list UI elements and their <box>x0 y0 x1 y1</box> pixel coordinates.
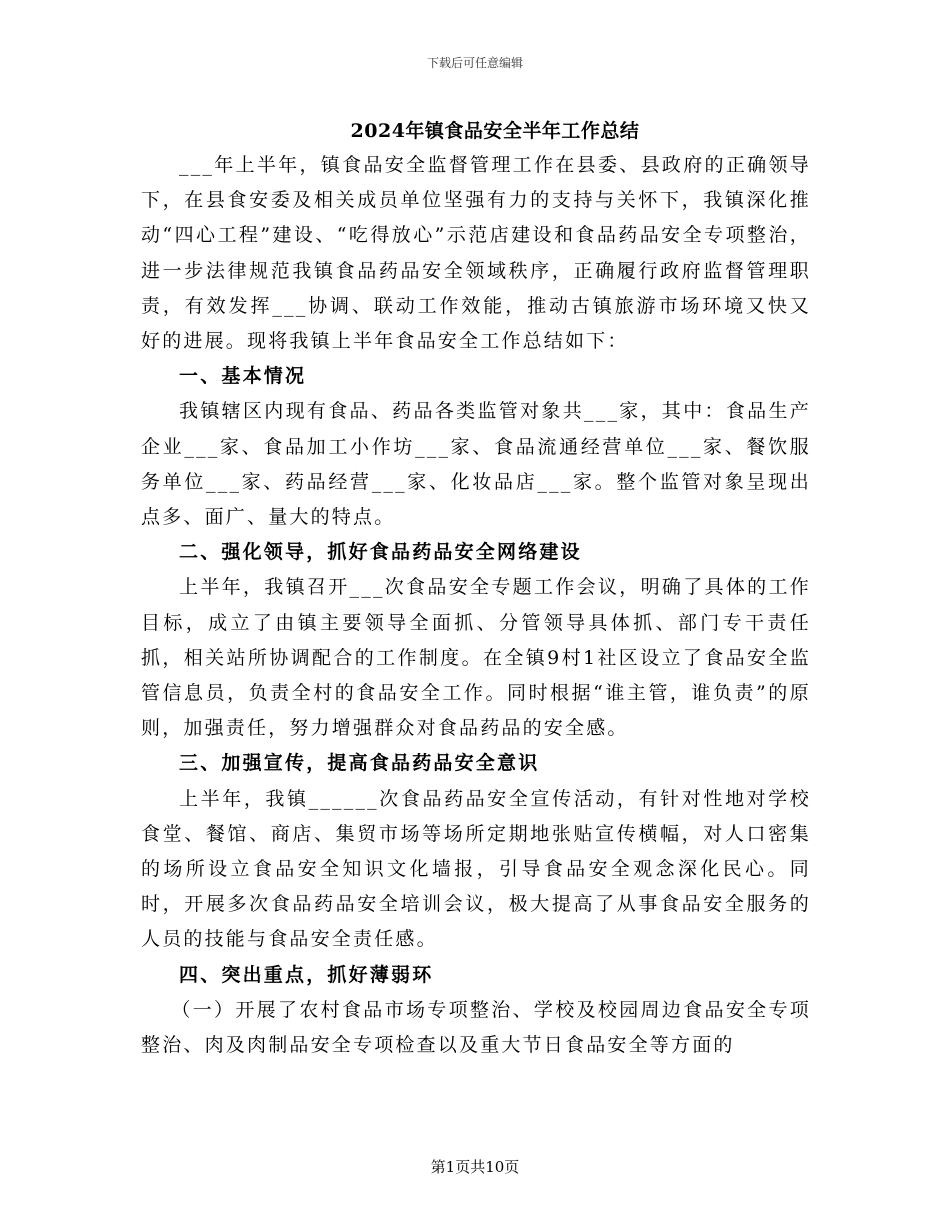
intro-paragraph: ___年上半年，镇食品安全监督管理工作在县委、县政府的正确领导下，在县食安委及相关成员单位坚强有力的支持与关怀下，我镇深化推动“四心工程”建设、“吃得放心”示范店建设和食品药品安全专项整治，进一步法律规范我镇食品药品安全领域秩序，正确履行政府监督管理职责，有效发挥___协调、联动工作效能，推动古镇旅游市场环境又快又好的进展。现将我镇上半年食品安全工作总结如下： <box>141 154 811 353</box>
section-heading-publicity: 三、加强宣传，提高食品药品安全意识 <box>179 752 540 775</box>
section-heading-basic-info: 一、基本情况 <box>179 365 307 388</box>
page-number: 第1页共10页 <box>430 1158 520 1176</box>
section-paragraph: 上半年，我镇召开___次食品安全专题工作会议，明确了具体的工作目标，成立了由镇主要领导全面抓、分管领导具体抓、部门专干责任抓，相关站所协调配合的工作制度。在全镇9村1社区设立了食品安全监管信息员，负责全村的食品安全工作。同时根据“谁主管，谁负责”的原则，加强责任，努力增强群众对食品药品的安全感。 <box>141 576 811 740</box>
section-heading-leadership: 二、强化领导，抓好食品药品安全网络建设 <box>179 541 582 564</box>
section-paragraph: 上半年，我镇______次食品药品安全宣传活动，有针对性地对学校食堂、餐馆、商店、集贸市场等场所定期地张贴宣传横幅，对人口密集的场所设立食品安全知识文化墙报，引导食品安全观念深化民心。同时，开展多次食品药品安全培训会议，极大提高了从事食品安全服务的人员的技能与食品安全责任感。 <box>141 787 811 951</box>
section-paragraph: （一）开展了农村食品市场专项整治、学校及校园周边食品安全专项整治、肉及肉制品安全专项检查以及重大节日食品安全等方面的 <box>141 998 811 1057</box>
page-header-note: 下载后可任意编辑 <box>426 56 523 70</box>
document-title: 2024年镇食品安全半年工作总结 <box>350 120 640 142</box>
document-body <box>141 148 811 1063</box>
section-paragraph: 我镇辖区内现有食品、药品各类监管对象共___家，其中：食品生产企业___家、食品加工小作坊___家、食品流通经营单位___家、餐饮服务单位___家、药品经营___家、化妆品店___家。整个监管对象呈现出点多、面广、量大的特点。 <box>141 400 811 529</box>
section-heading-key-focus: 四、突出重点，抓好薄弱环 <box>179 963 434 986</box>
